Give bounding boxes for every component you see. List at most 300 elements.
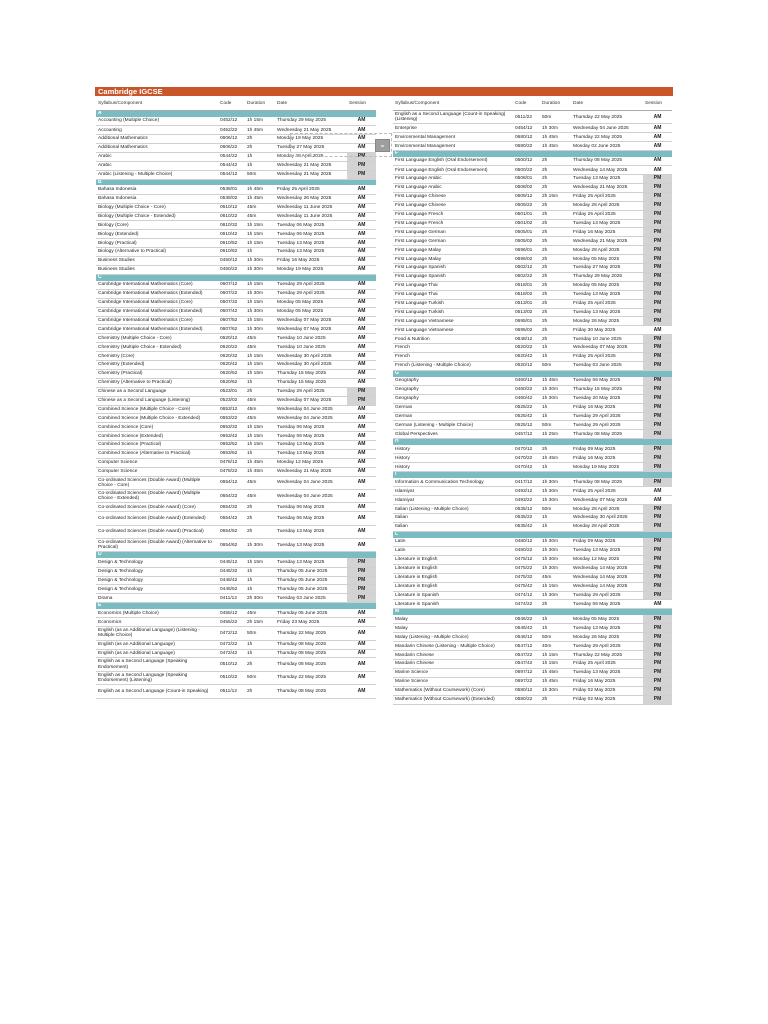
cell-syllabus: Environmental Management bbox=[393, 133, 513, 142]
table-row bbox=[393, 111, 672, 124]
cell-date: Wednesday 07 May 2025 bbox=[275, 316, 347, 325]
cell-session: PM bbox=[347, 161, 376, 170]
cell-code: 0697/22 bbox=[513, 677, 540, 686]
cell-duration: 1h 30m bbox=[540, 394, 571, 403]
cell-date: Thursday 08 May 2025 bbox=[275, 658, 347, 671]
cell-duration: 2h bbox=[540, 299, 571, 308]
cell-duration: 1h 30m bbox=[245, 325, 275, 334]
cell-syllabus: Computer Science bbox=[96, 458, 218, 467]
cell-duration: 1h bbox=[540, 403, 571, 412]
cell-date: Tuesday 10 June 2025 bbox=[275, 343, 347, 352]
cell-code: 0696/02 bbox=[513, 255, 540, 264]
cell-date: Monday 28 April 2025 bbox=[275, 152, 347, 161]
cell-session: PM bbox=[643, 624, 672, 633]
cell-session: PM bbox=[643, 591, 672, 600]
cell-code: 0544/22 bbox=[218, 152, 245, 161]
cell-syllabus: Mandarin Chinese (Listening - Multiple Choice) bbox=[393, 642, 513, 651]
cell-session: PM bbox=[643, 403, 672, 412]
cell-duration: 1h bbox=[540, 615, 571, 624]
cell-date: Wednesday 14 May 2025 bbox=[571, 564, 643, 573]
cell-date: Tuesday 13 May 2025 bbox=[275, 239, 347, 248]
cell-code: 0472/42 bbox=[218, 649, 245, 658]
cell-syllabus: English (as an Additional Language) (Listening - Multiple Choice) bbox=[96, 627, 218, 640]
cell-date: Monday 28 April 2025 bbox=[571, 522, 643, 531]
cell-date: Tuesday 06 May 2025 bbox=[275, 230, 347, 239]
cell-code: 0546/22 bbox=[513, 615, 540, 624]
cell-code: 0538/02 bbox=[218, 194, 245, 203]
schedule-table-right bbox=[393, 97, 672, 705]
cell-session: AM bbox=[643, 166, 672, 175]
cell-code: 0509/22 bbox=[513, 201, 540, 210]
cell-session: PM bbox=[643, 272, 672, 281]
table-row bbox=[96, 203, 376, 212]
cell-date: Wednesday 11 June 2025 bbox=[275, 203, 347, 212]
section-letter: E bbox=[96, 603, 376, 609]
cell-session: PM bbox=[347, 387, 376, 396]
cell-syllabus: Co-ordinated Sciences (Double Award) (Practical) bbox=[96, 525, 218, 538]
cell-session: AM bbox=[347, 194, 376, 203]
cell-session: PM bbox=[643, 677, 672, 686]
cell-duration: 1h bbox=[245, 152, 275, 161]
cell-syllabus: Italian (Listening - Multiple Choice) bbox=[393, 505, 513, 514]
table-row bbox=[393, 600, 672, 609]
cell-syllabus: Information & Communication Technology bbox=[393, 478, 513, 487]
cell-duration: 1h bbox=[540, 514, 571, 523]
cell-code: 0653/62 bbox=[218, 449, 245, 458]
table-row bbox=[96, 558, 376, 567]
cell-code: 0525/42 bbox=[513, 412, 540, 421]
cell-date: Thursday 08 May 2025 bbox=[571, 430, 643, 439]
cell-code: 0523/01 bbox=[218, 387, 245, 396]
cell-duration: 1h 15m bbox=[245, 369, 275, 378]
cell-duration: 1h 15m bbox=[540, 582, 571, 591]
section-letter: I bbox=[393, 472, 672, 478]
cell-code: 0535/22 bbox=[513, 514, 540, 523]
cell-date: Monday 28 April 2025 bbox=[571, 246, 643, 255]
table-row bbox=[96, 576, 376, 585]
cell-syllabus: English as a Second Language (Speaking Endorsement) (Listening) bbox=[96, 671, 218, 684]
cell-session: AM bbox=[347, 476, 376, 489]
cell-code: 0475/22 bbox=[513, 564, 540, 573]
cell-code: 0610/12 bbox=[218, 203, 245, 212]
cell-code: 0472/22 bbox=[218, 640, 245, 649]
cell-date: Tuesday 27 May 2025 bbox=[275, 143, 347, 152]
cell-syllabus: First Language Arabic bbox=[393, 184, 513, 193]
cell-date: Thursday 08 May 2025 bbox=[275, 649, 347, 658]
cell-code: 0697/12 bbox=[513, 668, 540, 677]
cell-code: 0455/22 bbox=[218, 618, 245, 627]
cell-session: PM bbox=[643, 564, 672, 573]
table-row bbox=[393, 299, 672, 308]
cell-duration: 2h bbox=[540, 237, 571, 246]
cell-duration: 1h 15m bbox=[245, 117, 275, 126]
cell-code: 0493/12 bbox=[513, 487, 540, 496]
cell-session: AM bbox=[347, 289, 376, 298]
cell-duration: 1h 45m bbox=[245, 467, 275, 476]
cell-code: 0508/01 bbox=[513, 175, 540, 184]
cell-syllabus: French bbox=[393, 344, 513, 353]
cell-session: AM bbox=[643, 142, 672, 151]
cell-code: 0523/02 bbox=[218, 396, 245, 405]
cell-date: Wednesday 07 May 2025 bbox=[275, 396, 347, 405]
cell-duration: 45m bbox=[245, 414, 275, 423]
cell-session: PM bbox=[643, 463, 672, 472]
cell-session: AM bbox=[643, 133, 672, 142]
cell-code: 0478/22 bbox=[218, 467, 245, 476]
table-row bbox=[96, 152, 376, 161]
cell-session: PM bbox=[643, 335, 672, 344]
cell-session: PM bbox=[643, 264, 672, 273]
table-row bbox=[393, 624, 672, 633]
table-row bbox=[96, 161, 376, 170]
cell-syllabus: German bbox=[393, 412, 513, 421]
cell-duration: 45m bbox=[245, 396, 275, 405]
cell-duration: 2h bbox=[245, 658, 275, 671]
cell-syllabus: Geography bbox=[393, 394, 513, 403]
table-row bbox=[96, 387, 376, 396]
cell-syllabus: Design & Technology bbox=[96, 558, 218, 567]
cell-date: Wednesday 14 May 2025 bbox=[571, 582, 643, 591]
cell-duration: 1h 45m bbox=[540, 668, 571, 677]
table-row bbox=[393, 166, 672, 175]
cell-duration: 1h 15m bbox=[245, 316, 275, 325]
cell-date: Tuesday 13 May 2025 bbox=[275, 441, 347, 450]
table-row bbox=[393, 514, 672, 523]
cell-date: Thursday 08 May 2025 bbox=[275, 640, 347, 649]
cell-session: PM bbox=[643, 642, 672, 651]
table-row bbox=[96, 298, 376, 307]
section-letter: F bbox=[393, 151, 672, 157]
cell-syllabus: Additional Mathematics bbox=[96, 135, 218, 144]
header-session: Session bbox=[643, 97, 672, 111]
cell-session: PM bbox=[643, 633, 672, 642]
cell-duration: 50m bbox=[540, 505, 571, 514]
cell-duration: 1h 45m bbox=[540, 454, 571, 463]
cell-syllabus: Combined Science (Extended) bbox=[96, 432, 218, 441]
table-row bbox=[393, 237, 672, 246]
cell-duration: 45m bbox=[245, 343, 275, 352]
cell-date: Tuesday 06 May 2025 bbox=[275, 432, 347, 441]
cell-code: 0457/12 bbox=[513, 430, 540, 439]
cell-duration: 45m bbox=[245, 609, 275, 618]
cell-session: AM bbox=[347, 627, 376, 640]
cell-duration: 1h 30m bbox=[540, 124, 571, 133]
cell-duration: 2h bbox=[540, 281, 571, 290]
cell-duration: 2h bbox=[245, 685, 275, 698]
table-row bbox=[393, 377, 672, 386]
cell-syllabus: Design & Technology bbox=[96, 567, 218, 576]
cell-code: 0680/12 bbox=[513, 133, 540, 142]
cell-date: Monday 28 April 2025 bbox=[571, 505, 643, 514]
cell-date: Thursday 08 May 2025 bbox=[571, 478, 643, 487]
cell-duration: 1h 15m bbox=[245, 221, 275, 230]
table-row bbox=[393, 272, 672, 281]
table-row bbox=[393, 201, 672, 210]
cell-syllabus: Cambridge International Mathematics (Extended) bbox=[96, 325, 218, 334]
cell-duration: 1h 30m bbox=[540, 496, 571, 505]
cell-session: AM bbox=[347, 378, 376, 387]
table-row bbox=[393, 228, 672, 237]
table-row bbox=[96, 649, 376, 658]
cell-code: 0502/12 bbox=[513, 264, 540, 273]
header-code: Code bbox=[513, 97, 540, 111]
cell-date: Tuesday 06 May 2025 bbox=[275, 503, 347, 512]
table-row bbox=[393, 133, 672, 142]
cell-session: PM bbox=[643, 317, 672, 326]
cell-duration: 1h bbox=[245, 567, 275, 576]
cell-syllabus: Chemistry (Core) bbox=[96, 352, 218, 361]
cell-syllabus: First Language English (Oral Endorsement) bbox=[393, 157, 513, 166]
cell-session: PM bbox=[643, 445, 672, 454]
cell-syllabus: Biology (Multiple Choice - Extended) bbox=[96, 212, 218, 221]
table-row bbox=[96, 512, 376, 525]
table-row bbox=[96, 316, 376, 325]
cell-session: PM bbox=[347, 594, 376, 603]
table-row bbox=[96, 405, 376, 414]
cell-duration: 2h bbox=[540, 157, 571, 166]
cell-syllabus: First Language Thai bbox=[393, 281, 513, 290]
table-row bbox=[393, 403, 672, 412]
cell-code: 0450/22 bbox=[218, 265, 245, 274]
cell-duration: 1h 45m bbox=[245, 126, 275, 135]
cell-session: AM bbox=[347, 405, 376, 414]
cell-session: AM bbox=[347, 640, 376, 649]
cell-duration: 1h 45m bbox=[540, 677, 571, 686]
cell-session: PM bbox=[643, 377, 672, 386]
cell-syllabus: Chinese as a Second Language bbox=[96, 387, 218, 396]
table-row bbox=[393, 538, 672, 547]
cell-syllabus: Food & Nutrition bbox=[393, 335, 513, 344]
cell-date: Wednesday 14 May 2025 bbox=[571, 573, 643, 582]
cell-session: PM bbox=[643, 421, 672, 430]
cell-session: PM bbox=[643, 522, 672, 531]
cell-date: Friday 09 May 2025 bbox=[571, 445, 643, 454]
cell-duration: 1h 30m bbox=[540, 487, 571, 496]
cell-syllabus: Literature in English bbox=[393, 573, 513, 582]
cell-duration: 2h bbox=[540, 184, 571, 193]
cell-duration: 1h bbox=[540, 624, 571, 633]
cell-code: 0654/62 bbox=[218, 539, 245, 552]
cell-syllabus: Bahasa Indonesia bbox=[96, 194, 218, 203]
cell-syllabus: Drama bbox=[96, 594, 218, 603]
cell-syllabus: Business Studies bbox=[96, 256, 218, 265]
cell-syllabus: Marine Science bbox=[393, 677, 513, 686]
table-row bbox=[393, 522, 672, 531]
cell-code: 0610/62 bbox=[218, 248, 245, 257]
cell-code: 0454/12 bbox=[513, 124, 540, 133]
table-row bbox=[393, 430, 672, 439]
cell-date: Monday 26 May 2025 bbox=[571, 317, 643, 326]
cell-syllabus: Combined Science (Core) bbox=[96, 423, 218, 432]
cell-code: 0653/12 bbox=[218, 405, 245, 414]
table-row bbox=[393, 555, 672, 564]
cell-session: PM bbox=[643, 192, 672, 201]
table-row bbox=[96, 185, 376, 194]
cell-duration: 1h 45m bbox=[540, 133, 571, 142]
cell-date: Tuesday 13 May 2025 bbox=[275, 449, 347, 458]
cell-date: Thursday 08 May 2025 bbox=[275, 685, 347, 698]
cell-session: PM bbox=[643, 228, 672, 237]
cell-session: AM bbox=[347, 539, 376, 552]
cell-date: Wednesday 04 June 2025 bbox=[275, 405, 347, 414]
table-row bbox=[393, 686, 672, 695]
cell-date: Tuesday 13 May 2025 bbox=[571, 668, 643, 677]
cell-code: 0696/01 bbox=[513, 246, 540, 255]
cell-duration: 2h bbox=[540, 308, 571, 317]
table-row bbox=[96, 567, 376, 576]
cell-syllabus: Mandarin Chinese bbox=[393, 660, 513, 669]
cell-duration: 2h bbox=[540, 219, 571, 228]
cell-session: PM bbox=[643, 695, 672, 704]
table-row bbox=[393, 445, 672, 454]
cell-duration: 2h bbox=[540, 201, 571, 210]
cell-date: Tuesday 29 April 2025 bbox=[275, 281, 347, 290]
cell-date: Tuesday 03 June 2025 bbox=[571, 361, 643, 370]
cell-date: Thursday 05 June 2025 bbox=[275, 567, 347, 576]
cell-session: AM bbox=[347, 525, 376, 538]
cell-syllabus: Combined Science (Alternative to Practical) bbox=[96, 449, 218, 458]
cell-session: AM bbox=[347, 369, 376, 378]
cell-code: 0648/12 bbox=[513, 335, 540, 344]
cell-duration: 1h bbox=[245, 248, 275, 257]
table-row bbox=[393, 255, 672, 264]
cell-syllabus: Italian bbox=[393, 514, 513, 523]
cell-duration: 45m bbox=[245, 476, 275, 489]
cell-session: AM bbox=[347, 221, 376, 230]
cell-syllabus: English (as an Additional Language) bbox=[96, 640, 218, 649]
cell-date: Friday 25 April 2025 bbox=[571, 352, 643, 361]
cell-code: 0474/12 bbox=[513, 591, 540, 600]
cell-duration: 1h 30m bbox=[245, 265, 275, 274]
cell-code: 0695/01 bbox=[513, 317, 540, 326]
cell-syllabus: Literature in English bbox=[393, 564, 513, 573]
cell-date: Wednesday 07 May 2025 bbox=[275, 325, 347, 334]
cell-date: Tuesday 13 May 2025 bbox=[571, 308, 643, 317]
cell-date: Wednesday 14 May 2025 bbox=[571, 166, 643, 175]
cell-session: PM bbox=[643, 219, 672, 228]
cell-date: Thursday 15 May 2025 bbox=[275, 378, 347, 387]
cell-syllabus: Biology (Multiple Choice - Core) bbox=[96, 203, 218, 212]
cell-session: PM bbox=[643, 547, 672, 556]
cell-code: 0455/12 bbox=[218, 609, 245, 618]
cell-session: AM bbox=[347, 281, 376, 290]
document-title: Cambridge IGCSE bbox=[95, 87, 673, 96]
table-row bbox=[393, 421, 672, 430]
cell-duration: 2h bbox=[540, 166, 571, 175]
cell-code: 0518/01 bbox=[513, 281, 540, 290]
cell-code: 0475/12 bbox=[513, 555, 540, 564]
cell-code: 0607/12 bbox=[218, 281, 245, 290]
cell-session: PM bbox=[643, 660, 672, 669]
cell-code: 0509/12 bbox=[513, 192, 540, 201]
cell-date: Monday 19 May 2025 bbox=[275, 135, 347, 144]
table-row bbox=[393, 582, 672, 591]
table-row bbox=[96, 361, 376, 370]
table-row bbox=[96, 248, 376, 257]
table-row bbox=[96, 117, 376, 126]
cell-syllabus: Malay bbox=[393, 624, 513, 633]
cell-code: 0654/42 bbox=[218, 512, 245, 525]
table-row bbox=[96, 467, 376, 476]
cell-syllabus: Cambridge International Mathematics (Extended) bbox=[96, 289, 218, 298]
cell-code: 0610/52 bbox=[218, 239, 245, 248]
table-row bbox=[393, 496, 672, 505]
table-row bbox=[96, 170, 376, 179]
table-row bbox=[393, 210, 672, 219]
cell-code: 0607/42 bbox=[218, 307, 245, 316]
table-row bbox=[96, 658, 376, 671]
cell-syllabus: First Language Turkish bbox=[393, 299, 513, 308]
table-row bbox=[393, 175, 672, 184]
cell-syllabus: Mandarin Chinese bbox=[393, 651, 513, 660]
cell-session: PM bbox=[643, 308, 672, 317]
cell-date: Thursday 05 June 2025 bbox=[275, 609, 347, 618]
table-row bbox=[96, 685, 376, 698]
table-row bbox=[393, 352, 672, 361]
cell-date: Monday 05 May 2025 bbox=[571, 281, 643, 290]
cell-duration: 2h bbox=[540, 317, 571, 326]
cell-session: PM bbox=[347, 152, 376, 161]
table-header bbox=[96, 97, 376, 111]
cell-duration: 1h bbox=[245, 649, 275, 658]
cell-date: Thursday 15 May 2025 bbox=[571, 385, 643, 394]
table-row bbox=[96, 525, 376, 538]
cell-syllabus: First Language German bbox=[393, 237, 513, 246]
chevron-down-icon[interactable]: ⌄ bbox=[375, 139, 390, 152]
cell-code: 0610/42 bbox=[218, 230, 245, 239]
header-code: Code bbox=[218, 97, 245, 111]
cell-session: AM bbox=[347, 503, 376, 512]
cell-date: Tuesday 27 May 2025 bbox=[571, 264, 643, 273]
cell-session: AM bbox=[347, 230, 376, 239]
cell-session: AM bbox=[347, 658, 376, 671]
section-letter: D bbox=[96, 552, 376, 558]
cell-session: AM bbox=[643, 124, 672, 133]
cell-syllabus: First Language Turkish bbox=[393, 308, 513, 317]
table-row bbox=[393, 246, 672, 255]
cell-code: 0513/02 bbox=[513, 308, 540, 317]
table-row bbox=[393, 335, 672, 344]
cell-session: PM bbox=[643, 352, 672, 361]
table-row bbox=[96, 126, 376, 135]
cell-syllabus: First Language Malay bbox=[393, 246, 513, 255]
cell-session: PM bbox=[643, 281, 672, 290]
cell-session: AM bbox=[347, 512, 376, 525]
cell-session: PM bbox=[643, 210, 672, 219]
cell-session: AM bbox=[347, 307, 376, 316]
table-row bbox=[393, 394, 672, 403]
table-row bbox=[96, 476, 376, 489]
header-session: Session bbox=[347, 97, 376, 111]
cell-duration: 1h bbox=[540, 352, 571, 361]
table-row bbox=[96, 378, 376, 387]
cell-duration: 45m bbox=[245, 203, 275, 212]
table-row bbox=[393, 142, 672, 151]
cell-date: Tuesday 13 May 2025 bbox=[275, 525, 347, 538]
cell-syllabus: Combined Science (Practical) bbox=[96, 441, 218, 450]
cell-syllabus: Biology (Alternative to Practical) bbox=[96, 248, 218, 257]
cell-session: PM bbox=[347, 576, 376, 585]
header-date: Date bbox=[275, 97, 347, 111]
cell-date: Thursday 29 May 2025 bbox=[571, 272, 643, 281]
cell-syllabus: Bahasa Indonesia bbox=[96, 185, 218, 194]
cell-date: Tuesday 06 May 2025 bbox=[571, 377, 643, 386]
cell-syllabus: Malay (Listening - Multiple Choice) bbox=[393, 633, 513, 642]
cell-duration: 2h bbox=[540, 600, 571, 609]
cell-session: PM bbox=[643, 505, 672, 514]
cell-syllabus: First Language Malay bbox=[393, 255, 513, 264]
cell-session: AM bbox=[347, 490, 376, 503]
